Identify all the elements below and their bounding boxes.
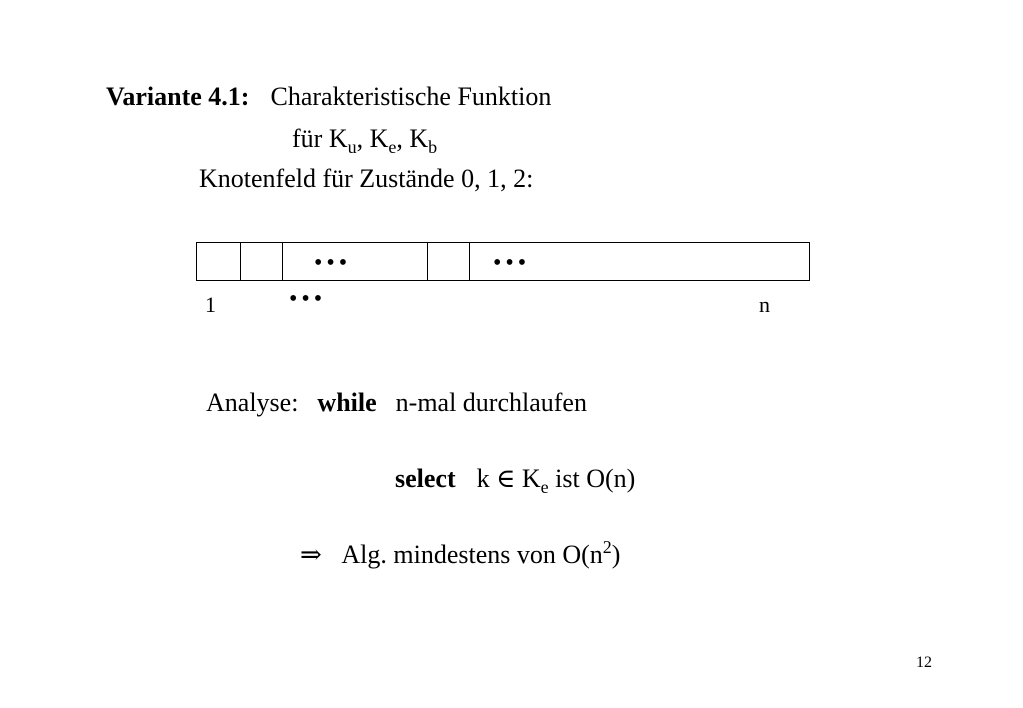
index-last: n (759, 292, 770, 317)
set-list: für $K_u$, $K_e$, $K_b$ (292, 124, 438, 157)
knotenfeld-text: Knotenfeld für Zustände 0, 1, 2: (199, 164, 534, 193)
index-first: 1 (205, 292, 216, 317)
ellipsis-dots: ••• (493, 250, 531, 276)
cell-divider (469, 243, 470, 280)
while-keyword: while (317, 388, 377, 417)
select-keyword: select (395, 464, 456, 493)
variant-title: Charakteristische Funktion (270, 82, 552, 111)
analysis-line (206, 388, 587, 418)
cell-divider (240, 243, 241, 280)
variant-label: Variante 4.1: (106, 82, 250, 111)
analysis-label: Analyse: (206, 388, 299, 417)
cell-divider (427, 243, 428, 280)
ellipsis-dots: ••• (314, 250, 352, 276)
conclusion-line: ⇒ Alg. mindestens von $O(n^2)$ (300, 537, 621, 569)
cell-divider (282, 243, 283, 280)
implies-icon: ⇒ (300, 540, 322, 569)
page-number: 12 (916, 654, 932, 671)
analysis-text: n-mal durchlaufen (395, 388, 587, 417)
select-line: select k ∈ $K_e$ ist O(n) (395, 464, 636, 497)
index-ellipsis-dots: ••• (289, 286, 327, 312)
slide-heading (106, 82, 551, 112)
node-array (196, 242, 810, 281)
